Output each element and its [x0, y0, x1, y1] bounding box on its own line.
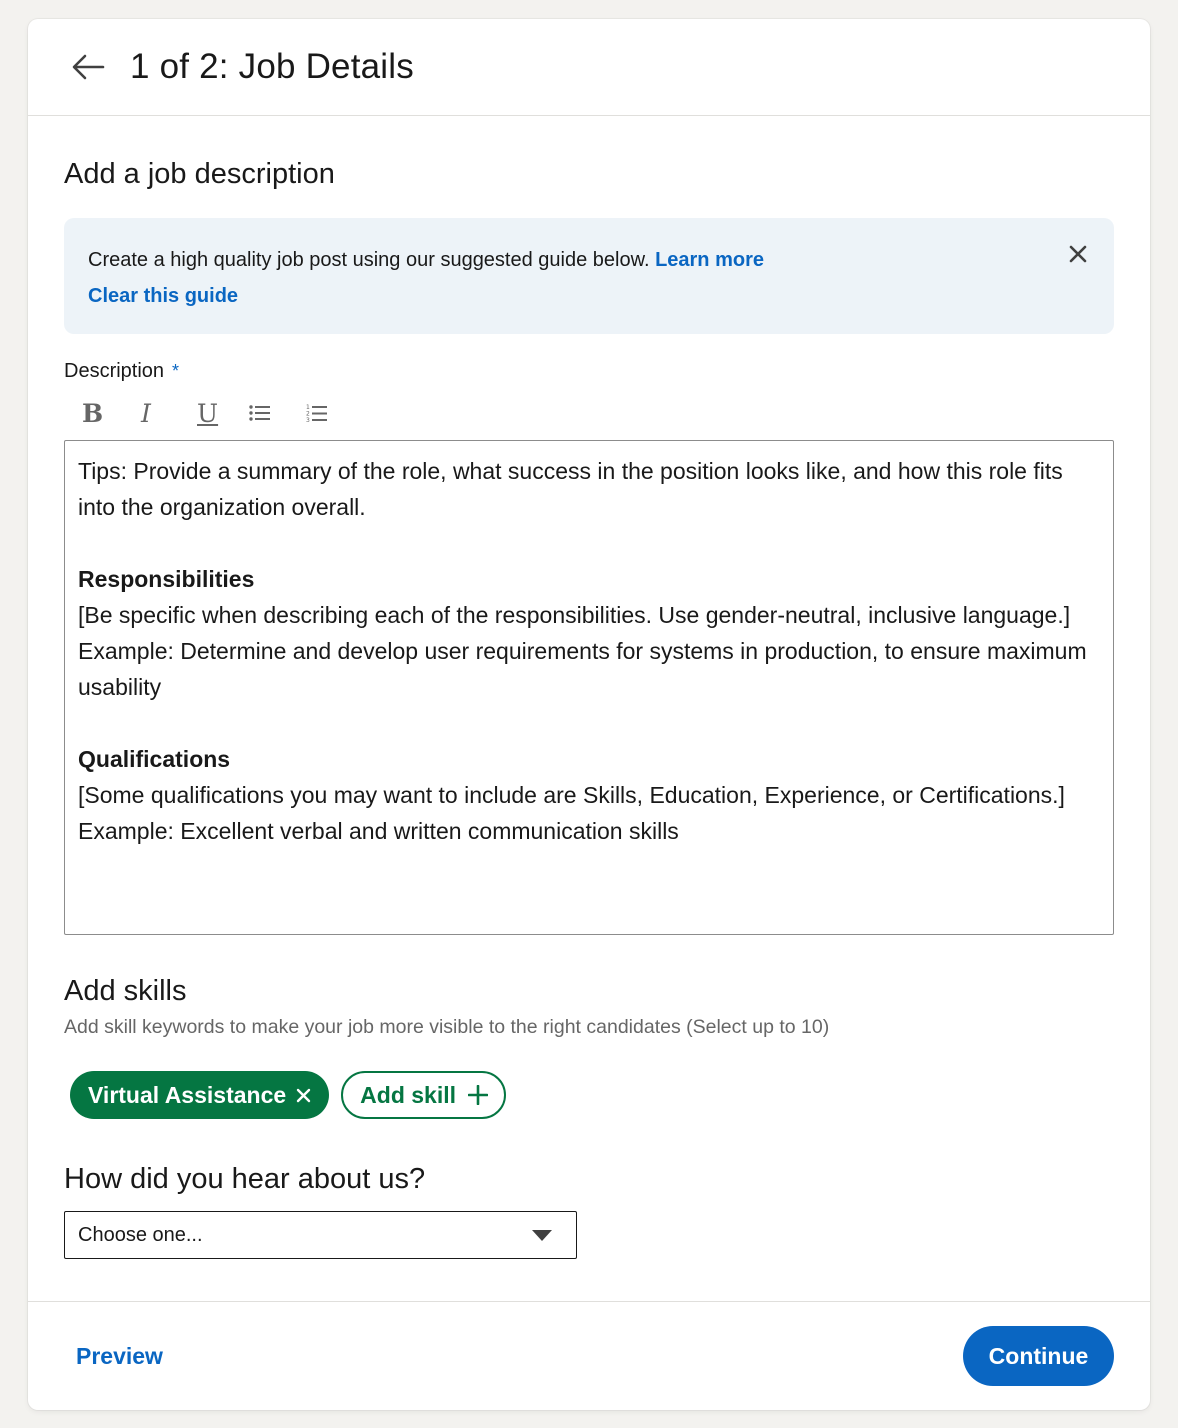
skill-chip[interactable]	[70, 1071, 329, 1119]
hear-section-title: How did you hear about us?	[64, 1163, 426, 1195]
header	[28, 19, 1150, 116]
skill-chip-label: Virtual Assistance	[88, 1081, 287, 1108]
close-icon	[1069, 245, 1087, 263]
clear-guide-link[interactable]: Clear this guide	[88, 285, 239, 307]
bold-button[interactable]	[78, 393, 135, 433]
italic-icon: I	[141, 398, 151, 428]
underline-icon: U	[197, 398, 219, 428]
qualifications-heading: Qualifications	[78, 746, 231, 772]
svg-text:2: 2	[306, 410, 310, 418]
numbered-list-icon	[306, 403, 328, 423]
remove-skill-button[interactable]	[296, 1088, 311, 1103]
guide-text: Create a high quality job post using our suggested guide below.	[88, 249, 650, 271]
description-label-row	[64, 360, 1114, 383]
form-body	[28, 158, 1150, 1259]
bulleted-list-button[interactable]	[249, 393, 306, 433]
close-icon	[296, 1088, 311, 1103]
continue-button[interactable]: Continue	[963, 1326, 1114, 1386]
skills-chips	[64, 1071, 1114, 1119]
hear-about-select[interactable]	[64, 1211, 577, 1259]
close-guide-button[interactable]	[1064, 240, 1092, 268]
qualifications-hint: [Some qualifications you may want to include are Skills, Education, Experience, or Certifications.]	[78, 782, 1065, 808]
skills-section-title: Add skills	[64, 975, 187, 1007]
svg-text:1: 1	[306, 404, 310, 411]
arrow-left-icon	[71, 52, 105, 82]
guide-banner	[64, 218, 1114, 334]
select-value: Choose one...	[78, 1223, 203, 1246]
description-section-title: Add a job description	[64, 158, 335, 190]
add-skill-button[interactable]	[341, 1071, 506, 1119]
preview-button[interactable]: Preview	[76, 1342, 163, 1369]
back-button[interactable]	[68, 47, 108, 87]
italic-button[interactable]	[135, 393, 192, 433]
add-skill-label: Add skill	[360, 1081, 457, 1108]
bold-icon: B	[82, 398, 104, 428]
underline-button[interactable]	[192, 393, 249, 433]
description-label: Description	[64, 360, 165, 382]
description-editor[interactable]	[64, 440, 1114, 935]
responsibilities-hint: [Be specific when describing each of the responsibilities. Use gender-neutral, inclusive language.]	[78, 602, 1071, 628]
svg-text:3: 3	[306, 417, 310, 423]
job-details-card	[28, 19, 1150, 1410]
required-indicator: *	[172, 361, 180, 381]
responsibilities-example: Example: Determine and develop user requirements for systems in production, to ensure maximum usability	[78, 638, 1087, 700]
plus-icon	[468, 1085, 488, 1105]
caret-down-icon	[532, 1230, 552, 1241]
numbered-list-button[interactable]	[306, 393, 363, 433]
footer	[28, 1301, 1150, 1410]
formatting-toolbar	[64, 393, 1114, 433]
editor-tips: Tips: Provide a summary of the role, what success in the position looks like, and how this role fits into the organization overall.	[78, 458, 1063, 520]
learn-more-link[interactable]: Learn more	[655, 249, 764, 271]
skills-subtitle: Add skill keywords to make your job more visible to the right candidates (Select up to 10)	[64, 1016, 830, 1038]
bulleted-list-icon	[249, 404, 271, 422]
qualifications-example: Example: Excellent verbal and written communication skills	[78, 818, 679, 844]
page-title: 1 of 2: Job Details	[130, 47, 414, 86]
responsibilities-heading: Responsibilities	[78, 566, 255, 592]
